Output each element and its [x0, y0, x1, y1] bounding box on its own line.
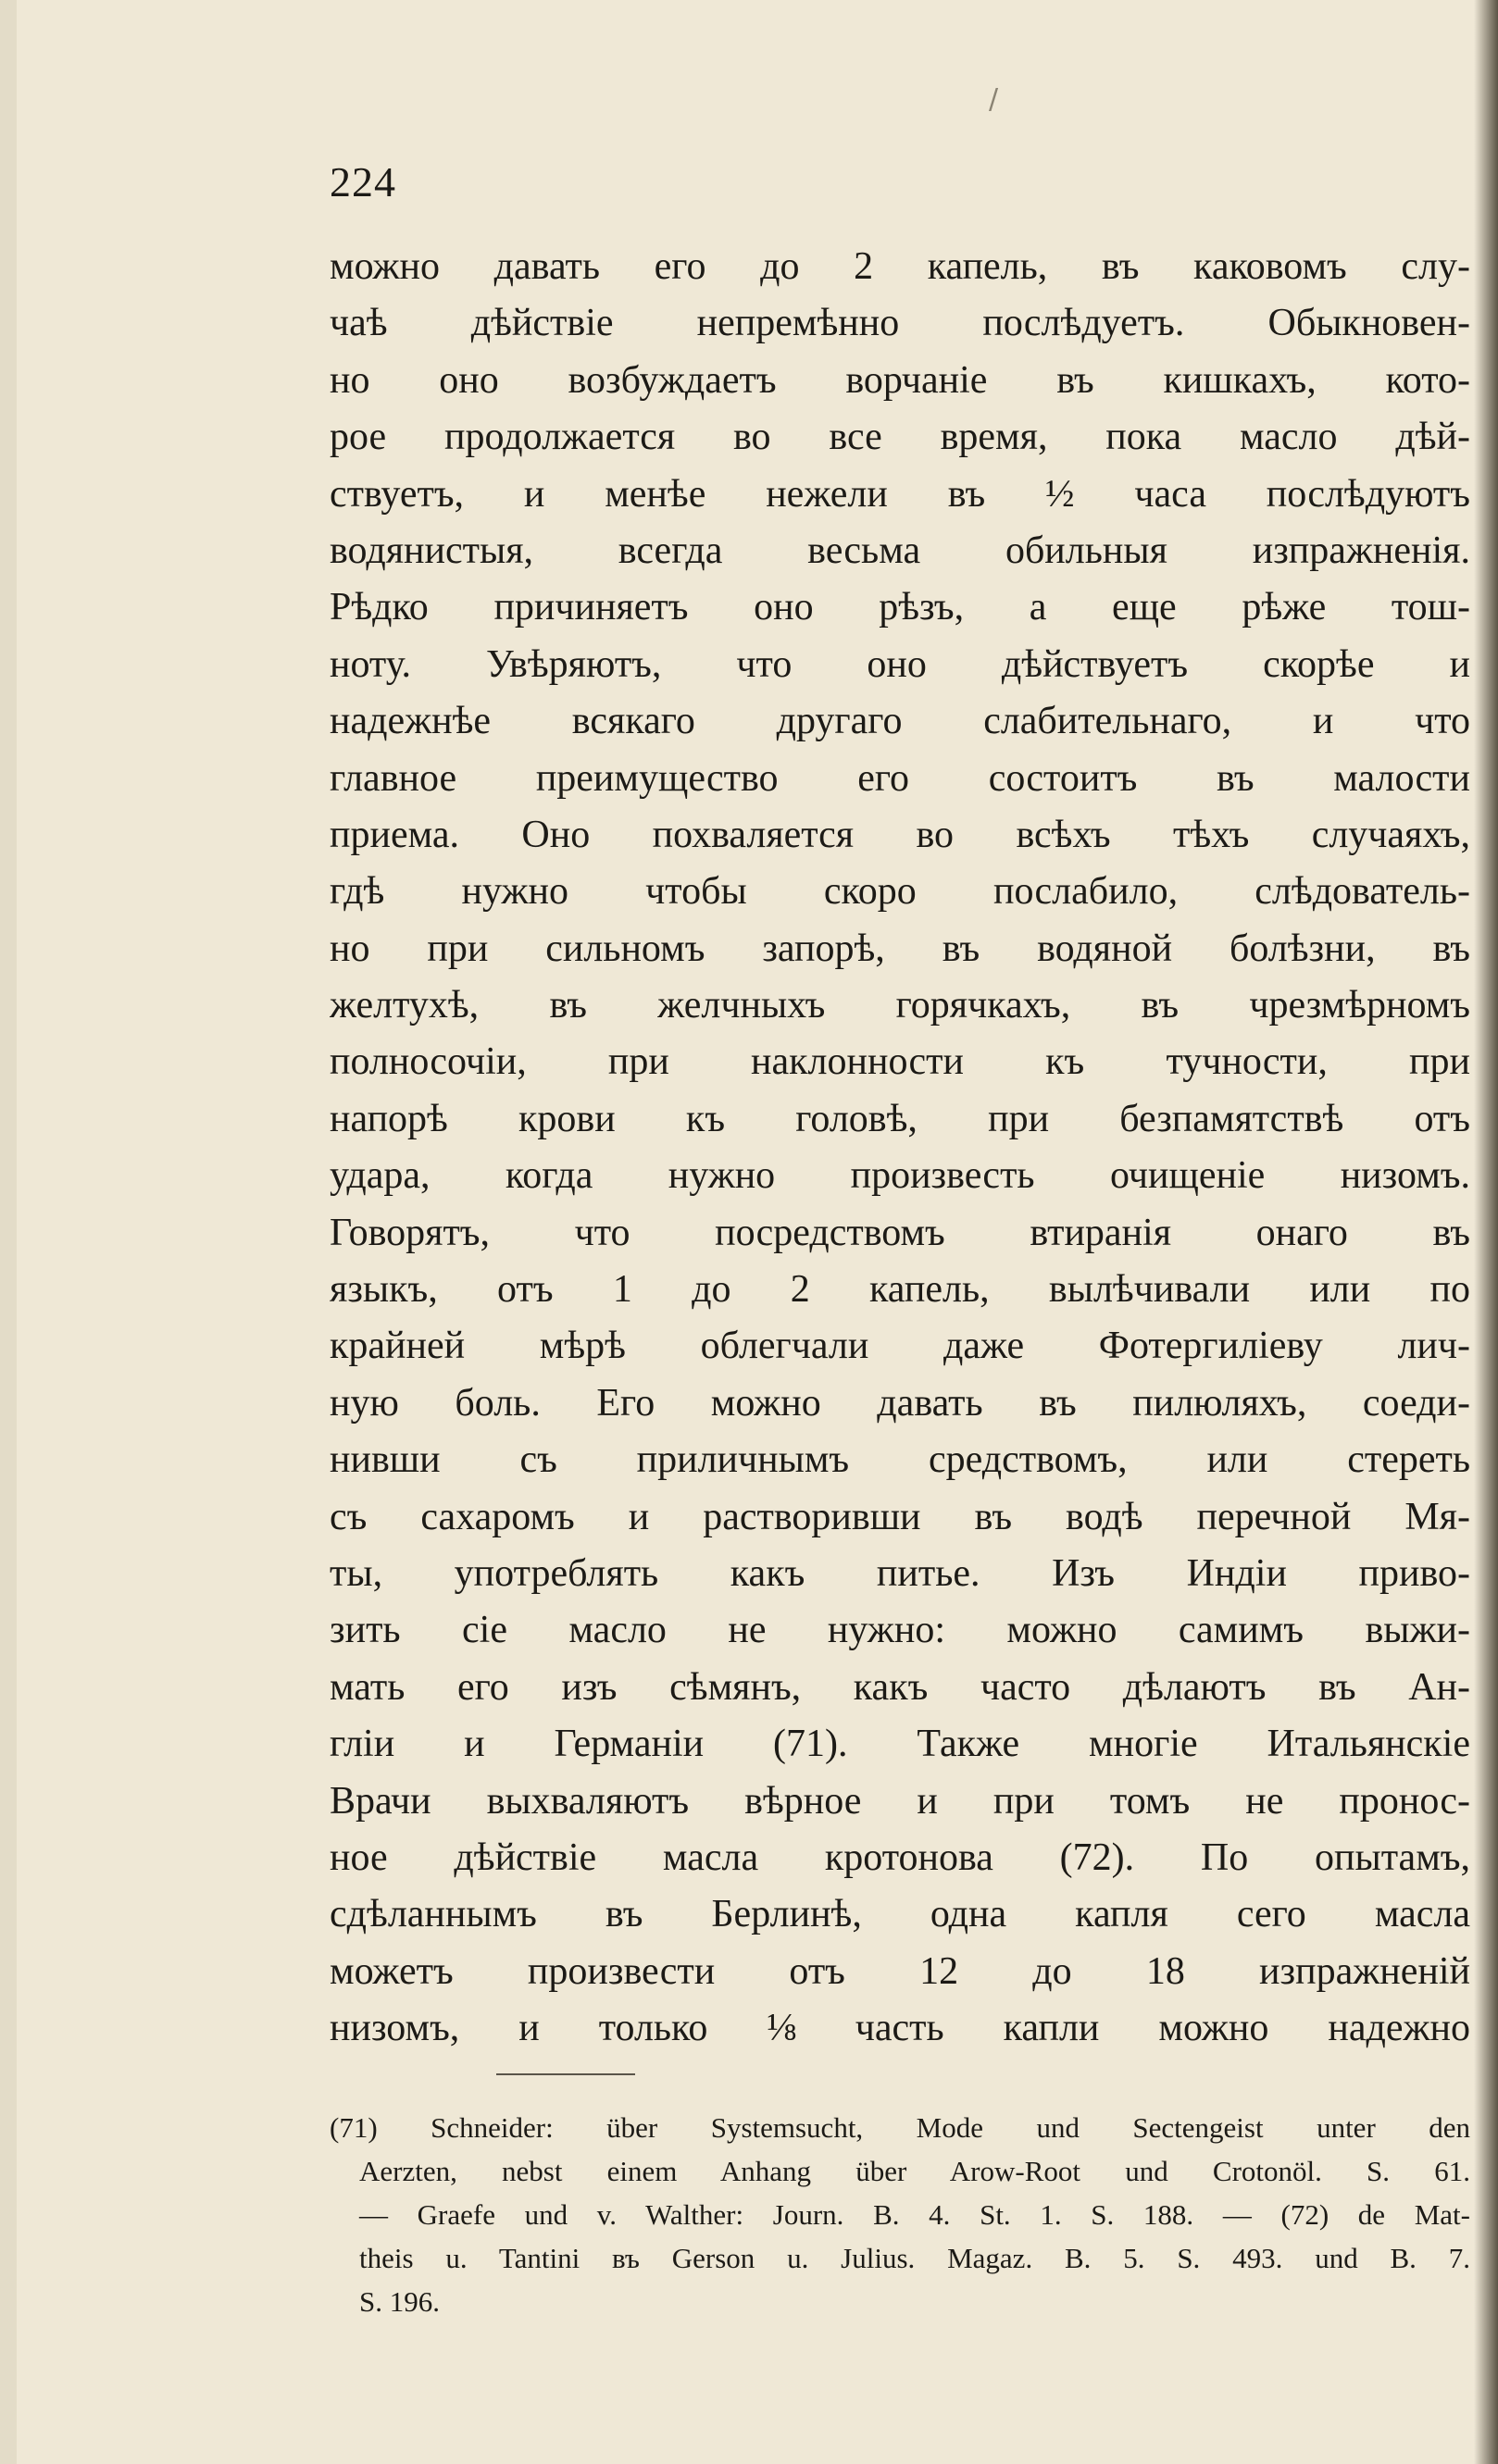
text-line: удара, когда нужно произвесть очищеніе низомъ.	[330, 1154, 1470, 1198]
text-line: полносочіи, при наклонности къ тучности, при	[330, 1040, 1470, 1084]
text-line: можно давать его до 2 капель, въ каковомъ слу-	[330, 245, 1470, 288]
text-line: можетъ произвести отъ 12 до 18 изпражненій	[330, 1949, 1470, 1993]
footnote-line: Aerzten, nebst einem Anhang über Arow-Root und Crotonöl. S. 61.	[359, 2155, 1470, 2187]
footnote-divider	[496, 2073, 635, 2075]
text-line: ты, употреблять какъ питье. Изъ Индіи приво-	[330, 1551, 1470, 1595]
text-line: Говорятъ, что посредствомъ втиранія онаго въ	[330, 1211, 1470, 1254]
text-line: Врачи выхваляютъ вѣрное и при томъ не пронос-	[330, 1779, 1470, 1823]
text-line: чаѣ дѣйствіе непремѣнно послѣдуетъ. Обыкновен-	[330, 302, 1470, 345]
text-line: гдѣ нужно чтобы скоро послабило, слѣдователь-	[330, 870, 1470, 914]
text-line: Рѣдко причиняетъ оно рѣзъ, а еще рѣже тош-	[330, 586, 1470, 629]
text-line: но при сильномъ запорѣ, въ водяной болѣзни, въ	[330, 927, 1470, 970]
text-line: приема. Оно похваляется во всѣхъ тѣхъ случаяхъ,	[330, 813, 1470, 856]
text-line: ствуетъ, и менѣе нежели въ ½ часа послѣдуютъ	[330, 472, 1470, 516]
text-line: крайней мѣрѣ облегчали даже Фотергиліеву лич-	[330, 1325, 1470, 1368]
text-line: низомъ, и только ⅛ часть капли можно надежно	[330, 2007, 1470, 2050]
footnote-line: S. 196.	[359, 2285, 440, 2318]
text-line: ное дѣйствіе масла кротонова (72). По опытамъ,	[330, 1836, 1470, 1879]
text-line: съ сахаромъ и растворивши въ водѣ перечной Мя-	[330, 1495, 1470, 1538]
text-line: желтухѣ, въ желчныхъ горячкахъ, въ чрезмѣрномъ	[330, 984, 1470, 1027]
text-line: гліи и Германіи (71). Также многіе Итальянскіе	[330, 1723, 1470, 1766]
footnote-line: — Graefe und v. Walther: Journ. B. 4. St. 1. S. 188. — (72) de Mat-	[359, 2198, 1470, 2231]
footnote-line: theis u. Tantini въ Gerson u. Julius. Magaz. B. 5. S. 493. und B. 7.	[359, 2242, 1470, 2274]
text-line: главное преимущество его состоитъ въ малости	[330, 756, 1470, 800]
text-line: рое продолжается во все время, пока масло дѣй-	[330, 416, 1470, 459]
footnote-line: (71) Schneider: über Systemsucht, Mode und Sectengeist unter den	[330, 2111, 1470, 2144]
text-line: надежнѣе всякаго другаго слабительнаго, и что	[330, 700, 1470, 743]
text-line: напорѣ крови къ головѣ, при безпамятствѣ отъ	[330, 1097, 1470, 1140]
text-line: сдѣланнымъ въ Берлинѣ, одна капля сего масла	[330, 1893, 1470, 1936]
text-line: ную боль. Его можно давать въ пилюляхъ, соеди-	[330, 1381, 1470, 1425]
text-line: мать его изъ сѣмянъ, какъ часто дѣлаютъ въ Ан-	[330, 1665, 1470, 1709]
page-number: 224	[330, 158, 396, 205]
text-line: ноту. Увѣряютъ, что оно дѣйствуетъ скорѣе и	[330, 642, 1470, 686]
footnotes	[330, 2106, 1470, 2323]
text-line: зить сіе масло не нужно: можно самимъ выжи-	[330, 1609, 1470, 1652]
text-line: языкъ, отъ 1 до 2 капель, вылѣчивали или по	[330, 1268, 1470, 1312]
text-line: но оно возбуждаетъ ворчаніе въ кишкахъ, кото-	[330, 358, 1470, 402]
text-line: водянистыя, всегда весьма обильныя изпражненія.	[330, 529, 1470, 572]
page-edge-shadow	[1474, 0, 1498, 2464]
body-text	[330, 239, 1470, 2058]
text-line: нивши съ приличнымъ средствомъ, или стереть	[330, 1438, 1470, 1482]
margin-mark: /	[989, 83, 999, 116]
